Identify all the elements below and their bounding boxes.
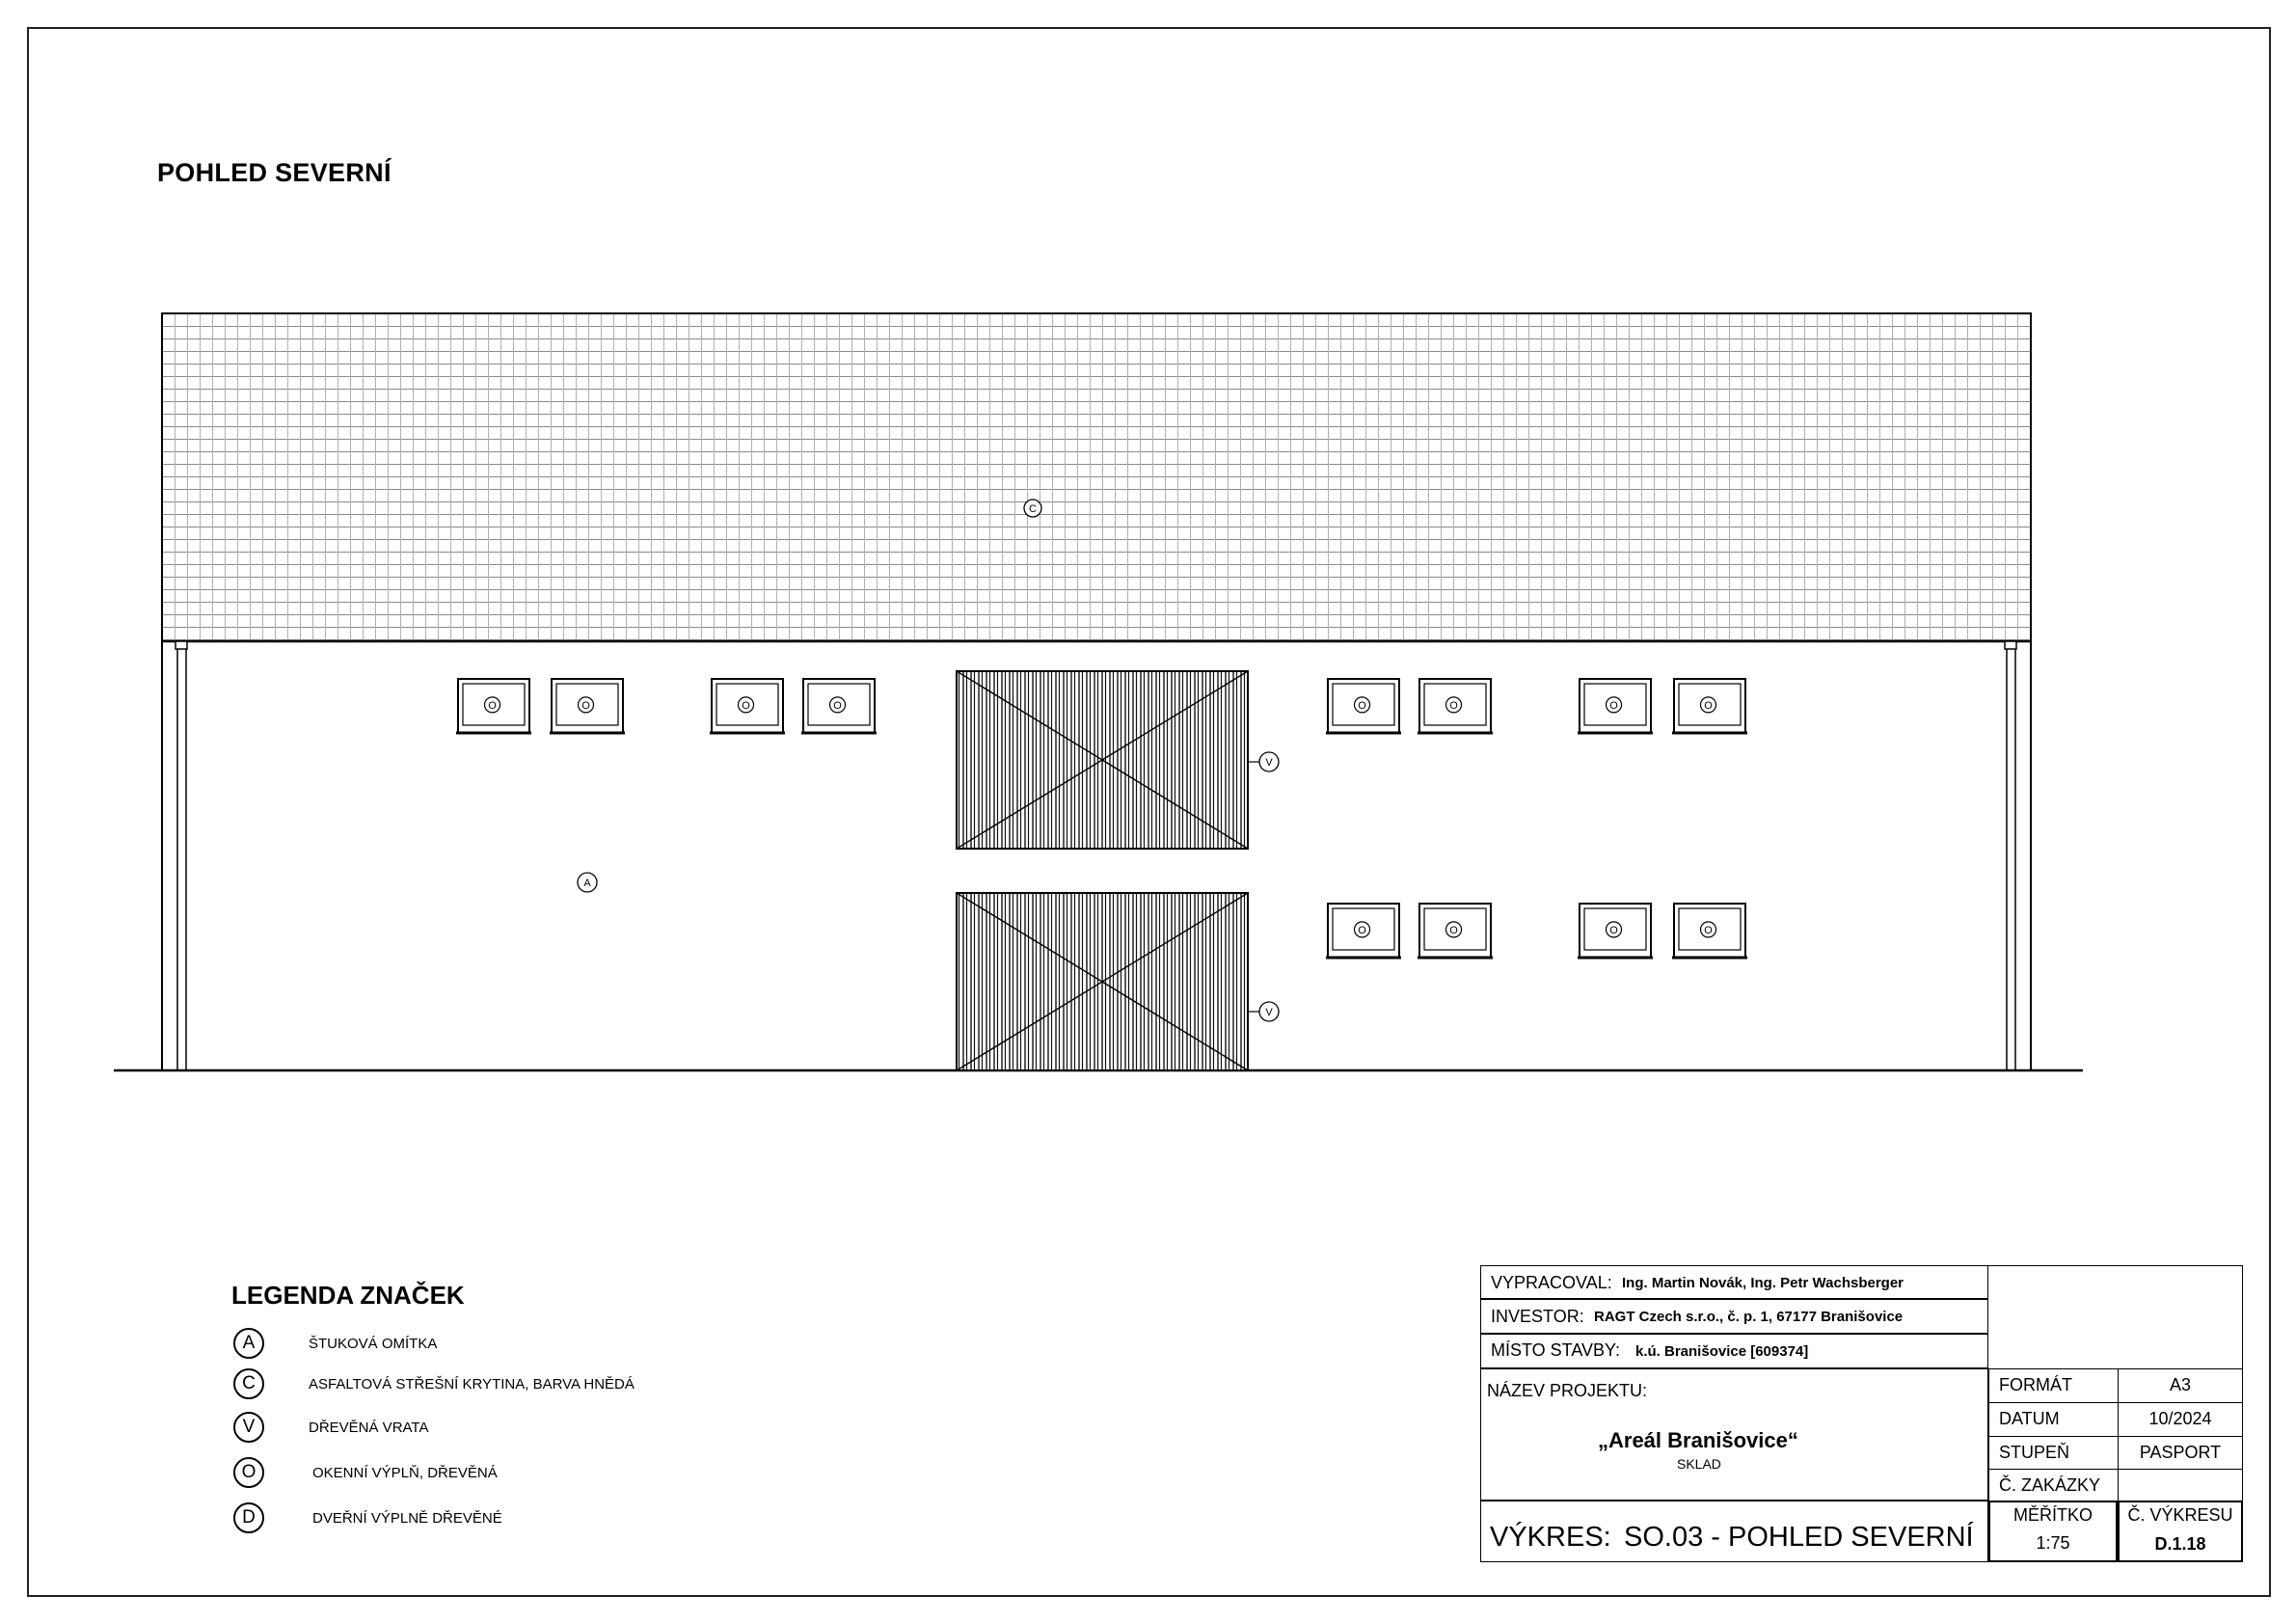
gate-lower [957, 893, 1248, 1070]
mark-gate-upper [1248, 752, 1279, 771]
tb-stage-label: STUPEŇ [1999, 1443, 2070, 1462]
window [1672, 679, 1747, 733]
tb-author-label: VYPRACOVAL: [1491, 1273, 1612, 1292]
downpipe-left [177, 649, 186, 1070]
downpipe-right [2007, 649, 2015, 1070]
legend-item [233, 1327, 438, 1360]
window [1326, 904, 1401, 958]
window [456, 679, 531, 733]
window-mark: O [742, 699, 750, 712]
tb-site-label: MÍSTO STAVBY: [1491, 1340, 1621, 1360]
tb-drawing-label: VÝKRES: [1490, 1522, 1611, 1553]
legend-symbol: V [233, 1412, 264, 1443]
tb-format-value: A3 [2169, 1375, 2192, 1394]
view-title: POHLED SEVERNÍ [157, 158, 392, 187]
window-mark: O [1449, 699, 1458, 712]
tb-order-label: Č. ZAKÁZKY [1999, 1475, 2101, 1495]
tb-project-name: „Areál Branišovice“ [1598, 1428, 1798, 1452]
legend-label: ŠTUKOVÁ OMÍTKA [309, 1335, 438, 1352]
tb-date-value: 10/2024 [2148, 1409, 2212, 1428]
tb-stage-value: PASPORT [2139, 1443, 2222, 1462]
window-mark: O [1704, 924, 1713, 936]
legend-symbol: D [233, 1502, 264, 1533]
window [801, 679, 877, 733]
window [1578, 679, 1653, 733]
tb-format-label: FORMÁT [1999, 1375, 2072, 1394]
window [1418, 679, 1493, 733]
legend-label: OKENNÍ VÝPLŇ, DŘEVĚNÁ [312, 1464, 498, 1481]
legend-item [233, 1456, 498, 1489]
window-mark: O [1358, 924, 1366, 936]
window-mark: O [833, 699, 842, 712]
legend-label: DŘEVĚNÁ VRATA [309, 1419, 429, 1436]
legend-item [233, 1367, 635, 1400]
gate-upper [957, 671, 1248, 849]
roof [162, 313, 2031, 641]
window-mark: O [488, 699, 497, 712]
legend-title: LEGENDA ZNAČEK [231, 1281, 465, 1310]
svg-text:V: V [1265, 757, 1273, 769]
mark-gate-lower [1248, 1002, 1279, 1021]
window-mark: O [1609, 924, 1618, 936]
window-mark: O [1449, 924, 1458, 936]
window [1418, 904, 1493, 958]
svg-text:A: A [583, 878, 591, 889]
window [550, 679, 625, 733]
tb-drawing-value: SO.03 - POHLED SEVERNÍ [1624, 1522, 1974, 1553]
window [1578, 904, 1653, 958]
tb-scale-value: 1:75 [2036, 1533, 2070, 1553]
legend-symbol: O [233, 1457, 264, 1488]
svg-text:C: C [1029, 503, 1037, 515]
tb-sheet-label: Č. VÝKRESU [2127, 1505, 2233, 1525]
tb-investor-label: INVESTOR: [1491, 1307, 1584, 1326]
legend-label: ASFALTOVÁ STŘEŠNÍ KRYTINA, BARVA HNĚDÁ [309, 1375, 635, 1393]
window-mark: O [1704, 699, 1713, 712]
legend-symbol: A [233, 1328, 264, 1359]
gutter-right [2005, 641, 2016, 649]
tb-investor-value: RAGT Czech s.r.o., č. p. 1, 67177 Branišovice [1594, 1309, 1904, 1325]
mark-plaster [578, 873, 597, 892]
legend-label: DVEŘNÍ VÝPLNĚ DŘEVĚNÉ [312, 1509, 502, 1527]
legend-item [233, 1501, 502, 1534]
svg-text:V: V [1265, 1007, 1273, 1018]
tb-date-label: DATUM [1999, 1409, 2060, 1428]
tb-project-sub: SKLAD [1677, 1456, 1721, 1472]
tb-sheet-value: D.1.18 [2154, 1534, 2206, 1554]
legend-item [233, 1411, 429, 1444]
mark-roof [1024, 500, 1041, 517]
tb-site-value: k.ú. Branišovice [609374] [1635, 1343, 1809, 1360]
window-mark: O [1609, 699, 1618, 712]
window [1326, 679, 1401, 733]
tb-project-label: NÁZEV PROJEKTU: [1487, 1381, 1648, 1400]
window [710, 679, 785, 733]
window [1672, 904, 1747, 958]
gutter-left [176, 641, 187, 649]
window-mark: O [1358, 699, 1366, 712]
window-mark: O [581, 699, 590, 712]
tb-author-value: Ing. Martin Novák, Ing. Petr Wachsberger [1622, 1275, 1904, 1291]
tb-scale-label: MĚŘÍTKO [2012, 1505, 2093, 1525]
legend-symbol: C [233, 1368, 264, 1399]
